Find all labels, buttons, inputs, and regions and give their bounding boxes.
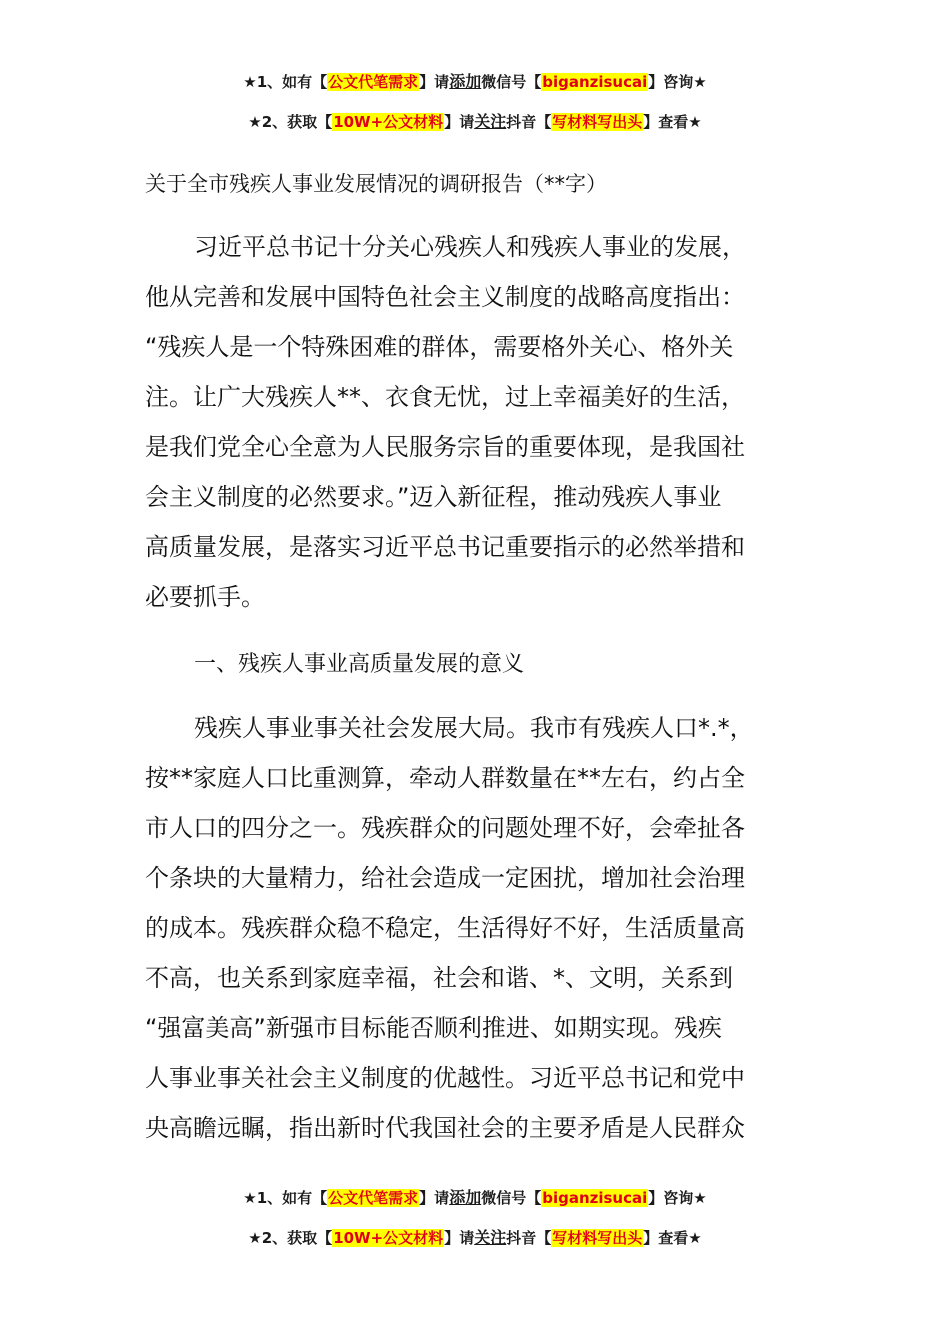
materials-highlight: 10W+公文材料 — [333, 1229, 444, 1247]
materials-highlight: 10W+公文材料 — [333, 113, 444, 131]
text-line: 人事业事关社会主义制度的优越性。习近平总书记和党中 — [145, 1064, 745, 1092]
text-line: 注。让广大残疾人**、衣食无忧，过上幸福美好的生活， — [145, 383, 745, 411]
section-heading-1: 一、残疾人事业高质量发展的意义 — [194, 652, 525, 677]
wechat-id-highlight: biganzisucai — [542, 1189, 648, 1207]
text-line: 必要抓手。 — [145, 583, 265, 611]
star-icon: ★ — [248, 113, 262, 131]
top-banner-line-2: ★2、获取【10W+公文材料】请关注抖音【写材料写出头】查看★ — [248, 112, 702, 131]
service-highlight: 公文代笔需求 — [328, 1189, 419, 1207]
douyin-highlight: 写材料写出头 — [552, 1229, 643, 1247]
wechat-id-highlight: biganzisucai — [542, 73, 648, 91]
text-line: 他从完善和发展中国特色社会主义制度的战略高度指出： — [145, 283, 745, 311]
text-line: 央高瞻远瞩，指出新时代我国社会的主要矛盾是人民群众 — [145, 1114, 745, 1142]
text-line: “强富美高”新强市目标能否顺利推进、如期实现。残疾 — [145, 1014, 722, 1042]
text-line: 不高，也关系到家庭幸福，社会和谐、*、文明，关系到 — [145, 964, 733, 992]
document-title: 关于全市残疾人事业发展情况的调研报告（**字） — [145, 172, 607, 196]
service-highlight: 公文代笔需求 — [328, 73, 419, 91]
text-line: 按**家庭人口比重测算，牵动人群数量在**左右，约占全 — [145, 764, 745, 792]
bottom-banner-line-2: ★2、获取【10W+公文材料】请关注抖音【写材料写出头】查看★ — [248, 1228, 702, 1247]
paragraph-2 — [145, 703, 810, 1153]
text-line: “残疾人是一个特殊困难的群体，需要格外关心、格外关 — [145, 333, 734, 361]
star-icon: ★ — [243, 73, 257, 91]
text-line: 会主义制度的必然要求。”迈入新征程，推动残疾人事业 — [145, 483, 722, 511]
text-line: 高质量发展，是落实习近平总书记重要指示的必然举措和 — [145, 533, 745, 561]
paragraph-1 — [145, 222, 810, 622]
text-line: 个条块的大量精力，给社会造成一定困扰，增加社会治理 — [145, 864, 745, 892]
text-line: 的成本。残疾群众稳不稳定，生活得好不好，生活质量高 — [145, 914, 745, 942]
star-icon: ★ — [248, 1229, 262, 1247]
text-line: 市人口的四分之一。残疾群众的问题处理不好，会牵扯各 — [145, 814, 745, 842]
text-line: 习近平总书记十分关心残疾人和残疾人事业的发展， — [194, 233, 746, 261]
text-line: 残疾人事业事关社会发展大局。我市有残疾人口*.*， — [194, 714, 754, 742]
top-banner-line-1: ★1、如有【公文代笔需求】请添加微信号【biganzisucai】咨询★ — [243, 72, 707, 91]
douyin-highlight: 写材料写出头 — [552, 113, 643, 131]
bottom-banner-line-1: ★1、如有【公文代笔需求】请添加微信号【biganzisucai】咨询★ — [243, 1188, 707, 1207]
star-icon: ★ — [243, 1189, 257, 1207]
text-line: 是我们党全心全意为人民服务宗旨的重要体现，是我国社 — [145, 433, 745, 461]
